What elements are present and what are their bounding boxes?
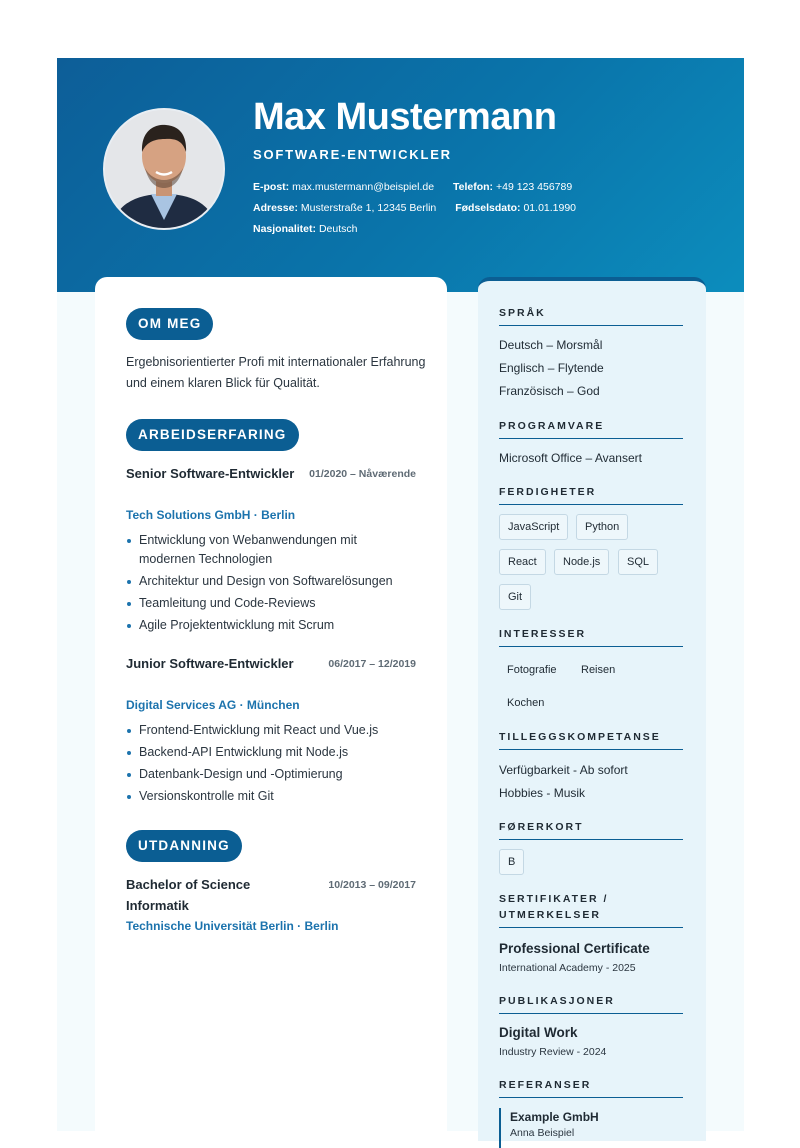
sidebar [478,277,706,1141]
about-text: Ergebnisorientierter Profi mit internationaler Erfahrung und einem klaren Blick für Qualität. [126,355,426,390]
language-item: Französisch – God [499,384,600,398]
contact-row-2 [253,202,576,214]
certificates-heading [499,891,683,928]
job-2-title: Junior Software-Entwickler [126,656,294,671]
list-item: Backend-API Entwicklung mit Node.js [126,743,406,762]
publications-heading: PUBLIKASJONER [499,993,683,1014]
main-column [95,277,447,1137]
language-item: Deutsch – Morsmål [499,338,603,352]
reference-person: Anna Beispiel [510,1127,575,1139]
interest-item: Kochen [507,697,545,709]
phone-value: +49 123 456789 [495,181,573,193]
languages-heading: SPRÅK [499,305,683,326]
birth-value: 01.01.1990 [523,202,577,214]
list-item: Architektur und Design von Softwarelösungen [126,572,406,591]
extra-skills-heading: TILLEGGSKOMPETANSE [499,729,683,750]
resume-sheet [57,58,744,1139]
job-2-company: Digital Services AG · München [126,698,300,712]
candidate-name: Max Mustermann [253,96,557,138]
address-label: Adresse: [253,202,298,214]
resume-header [57,58,744,292]
list-item: Entwicklung von Webanwendungen mit modernen Technologien [126,531,406,569]
experience-heading: ARBEIDSERFARING [126,419,299,451]
nationality-label: Nasjonalitet: [253,223,317,235]
list-item: Agile Projektentwicklung mit Scrum [126,616,406,635]
references-heading: REFERANSER [499,1077,683,1098]
language-item: Englisch – Flytende [499,361,604,375]
education-heading: UTDANNING [126,830,242,862]
list-item: Teamleitung und Code-Reviews [126,594,406,613]
job-1-title: Senior Software-Entwickler [126,466,295,481]
interests-heading: INTERESSER [499,626,683,647]
software-item: Microsoft Office – Avansert [499,451,642,465]
birth-label: Fødselsdato: [455,202,521,214]
list-item: Versionskontrolle mit Git [126,787,406,806]
list-item: Frontend-Entwicklung mit React und Vue.js [126,721,406,740]
publication-title: Digital Work [499,1025,578,1040]
education-1-title: Bachelor of Science Informatik [126,877,251,913]
certificates-heading-line-2: UTMERKELSER [499,909,601,921]
job-1-company: Tech Solutions GmbH · Berlin [126,508,296,522]
nationality-value: Deutsch [318,223,358,235]
reference-item [499,1108,690,1148]
reference-company: Example GmbH [510,1110,599,1124]
phone-label: Telefon: [453,181,494,193]
skill-tag: React [499,549,546,575]
education-1-school: Technische Universität Berlin · Berlin [126,919,339,933]
contact-row-3 [253,223,357,235]
interest-item: Fotografie [507,664,557,676]
job-2-bullets [126,721,406,809]
job-1-date: 01/2020 – Nåværende [309,468,416,480]
software-heading: PROGRAMVARE [499,418,683,439]
skills-heading: FERDIGHETER [499,484,683,505]
profile-photo [103,108,225,230]
certificate-title: Professional Certificate [499,941,650,956]
license-heading: FØRERKORT [499,819,683,840]
interest-item: Reisen [581,664,616,676]
skill-tag: Node.js [554,549,609,575]
license-tag: B [499,849,524,875]
job-1-bullets [126,531,406,638]
certificate-detail: International Academy - 2025 [499,962,636,974]
profile-photo-illustration [105,110,223,228]
job-title: SOFTWARE-ENTWICKLER [253,147,452,162]
certificates-heading-line-1: SERTIFIKATER / [499,893,609,905]
list-item: Datenbank-Design und -Optimierung [126,765,406,784]
job-2-date: 06/2017 – 12/2019 [328,658,416,670]
skill-tag: SQL [618,549,658,575]
address-value: Musterstraße 1, 12345 Berlin [300,202,437,214]
publication-detail: Industry Review - 2024 [499,1046,607,1058]
extra-skill-item: Hobbies - Musik [499,786,586,800]
skill-tag: JavaScript [499,514,568,540]
education-1-date: 10/2013 – 09/2017 [328,879,416,891]
skill-tag: Python [576,514,628,540]
contact-row-1 [253,181,572,193]
extra-skill-item: Verfügbarkeit - Ab sofort [499,763,628,777]
about-heading: OM MEG [126,308,213,340]
email-label: E-post: [253,181,290,193]
skill-tag: Git [499,584,531,610]
email-value[interactable]: max.mustermann@beispiel.de [292,181,435,193]
